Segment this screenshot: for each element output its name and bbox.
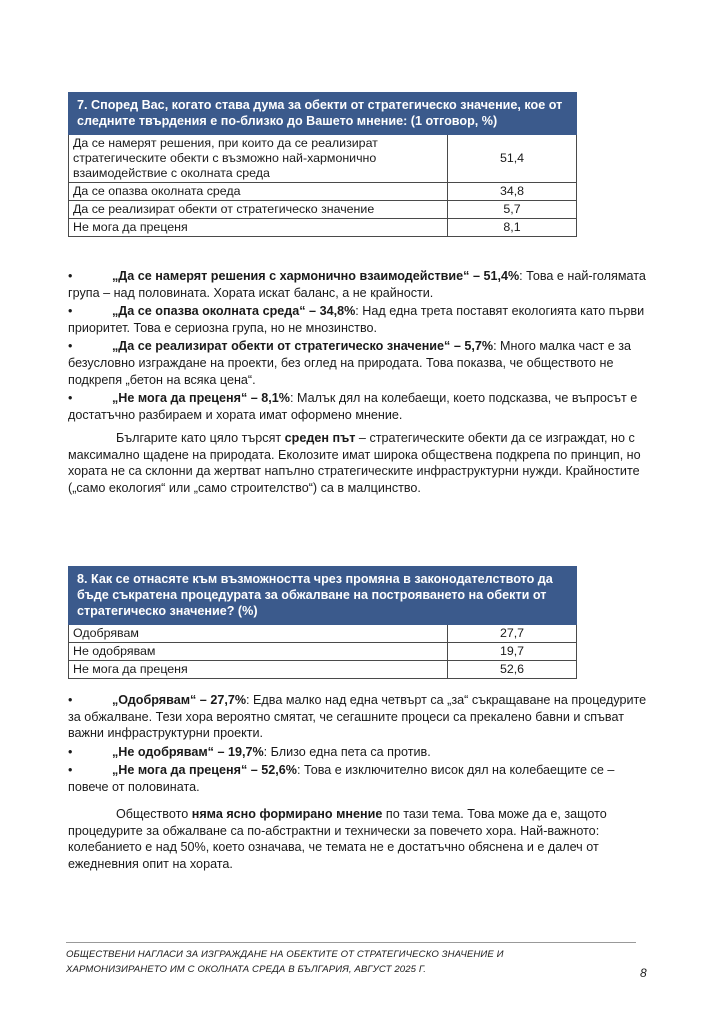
bullet-icon: •	[68, 744, 73, 759]
answer-label: Да се опазва околната среда	[69, 183, 448, 201]
answer-label: Не одобрявам	[69, 643, 448, 661]
paragraph-text: – стратегическите обекти да се изграждат, но с максимално щадене на природата. Еколозите имат широка обществена подкрепа по принцип, но хората не са склонни да жертват напълно стратегическите инфраструктурни нужди. Крайностите („само екология“ или „само строителство“) са в малцинство.	[68, 431, 641, 495]
bullet-icon: •	[68, 339, 73, 354]
bullet-icon: •	[68, 391, 73, 406]
answer-emphasis: „Да се намерят решения с хармонично взаимодействие“ – 51,4%	[112, 269, 520, 283]
summary-paragraph-1	[68, 430, 658, 496]
answer-emphasis: „Не одобрявам“ – 19,7%	[112, 744, 264, 759]
table-row	[69, 661, 577, 679]
answer-emphasis: „Не мога да преценя“ – 8,1%	[112, 391, 290, 406]
question-7-analysis-list	[68, 268, 658, 425]
bullet-icon: •	[68, 763, 73, 778]
answer-emphasis: „Одобрявам“ – 27,7%	[112, 693, 247, 707]
answer-commentary: : Едва малко над една четвърт са „за“ съкращаване на процедурите за обжалване. Тези хора вероятно смятат, че сегашните процеси са прекалено бавни и спъват важни инфраструктурни проекти.	[68, 693, 647, 741]
answer-commentary: : Близо една пета са против.	[263, 744, 431, 759]
table-row	[69, 219, 577, 237]
answer-label: Да се реализират обекти от стратегическо значение	[69, 201, 448, 219]
answer-commentary: : Това е най-голямата група – над половината. Хората искат баланс, а не крайности.	[68, 269, 646, 300]
answer-emphasis: „Да се опазва околната среда“ – 34,8%	[112, 304, 356, 319]
bullet-icon: •	[68, 304, 73, 319]
question-8-header: 8. Как се отнасяте към възможността чрез промяна в законодателството да бъде съкратена процедурата за обжалване на построяването на обекти от стратегическо значение? (%)	[69, 567, 577, 625]
answer-label: Да се намерят решения, при които да се реализират стратегическите обекти с възможно най-хармонично взаимодействие с околната среда	[69, 135, 448, 183]
table-row	[69, 643, 577, 661]
list-item	[68, 692, 658, 742]
list-item	[68, 390, 658, 423]
answer-commentary: : Малък дял на колебаещи, което подсказва, че въпросът е достатъчно разбираем и хората имат оформено мнение.	[68, 391, 638, 422]
answer-emphasis: „Да се реализират обекти от стратегическо значение“ – 5,7%	[112, 339, 494, 354]
paragraph-emphasis: няма ясно формирано мнение	[191, 807, 383, 821]
answer-label: Не мога да преценя	[69, 661, 448, 679]
answer-commentary: : Над една трета поставят екологията като първи приоритет. Това е сериозна група, но не мнозинство.	[68, 304, 645, 335]
answer-value: 19,7	[448, 643, 577, 661]
question-8-analysis-list	[68, 692, 658, 798]
bullet-icon: •	[68, 269, 73, 283]
summary-paragraph-2	[68, 806, 658, 872]
page-number: 8	[640, 966, 647, 980]
question-8-table	[68, 566, 577, 679]
answer-label: Не мога да преценя	[69, 219, 448, 237]
list-item	[68, 744, 658, 761]
footer-divider	[66, 942, 636, 943]
answer-commentary: : Много малка част е за безусловно изграждане на проекти, без оглед на природата. Това показва, че обществото не подкрепя „бетон на всяка цена“.	[68, 339, 632, 387]
list-item	[68, 762, 658, 795]
answer-value: 8,1	[448, 219, 577, 237]
table-row	[69, 183, 577, 201]
question-7-header: 7. Според Вас, когато става дума за обекти от стратегическо значение, кое от следните твърдения е по-близко до Вашето мнение: (1 отговор, %)	[69, 93, 577, 135]
table-row	[69, 135, 577, 183]
answer-value: 5,7	[448, 201, 577, 219]
table-row	[69, 625, 577, 643]
answer-label: Одобрявам	[69, 625, 448, 643]
table-row	[69, 201, 577, 219]
answer-value: 51,4	[448, 135, 577, 183]
footer-title: ОБЩЕСТВЕНИ НАГЛАСИ ЗА ИЗГРАЖДАНЕ НА ОБЕКТИТЕ ОТ СТРАТЕГИЧЕСКО ЗНАЧЕНИЕ И ХАРМОНИЗИРАНЕТО ИМ С ОКОЛНАТА СРЕДА В БЪЛГАРИЯ, АВГУСТ 2025 Г.	[66, 949, 504, 975]
paragraph-emphasis: среден път	[284, 431, 356, 445]
paragraph-text: Българите като цяло търсят	[116, 431, 285, 445]
answer-emphasis: „Не мога да преценя“ – 52,6%	[112, 763, 297, 778]
list-item	[68, 303, 658, 336]
answer-commentary: : Това е изключително висок дял на колебаещите се – повече от половината.	[68, 763, 615, 794]
list-item	[68, 338, 658, 388]
answer-value: 34,8	[448, 183, 577, 201]
answer-value: 52,6	[448, 661, 577, 679]
paragraph-text: Обществото	[116, 807, 192, 821]
answer-value: 27,7	[448, 625, 577, 643]
question-7-table	[68, 92, 577, 237]
paragraph-text: по тази тема. Това може да е, защото процедурите за обжалване са по-абстрактни и технически за повечето хора. Най-важното: колебанието е над 50%, което означава, че темата не е достатъчно обяснена и е далеч от ежедневния опит на хората.	[68, 807, 607, 871]
list-item	[68, 268, 658, 301]
bullet-icon: •	[68, 693, 73, 707]
